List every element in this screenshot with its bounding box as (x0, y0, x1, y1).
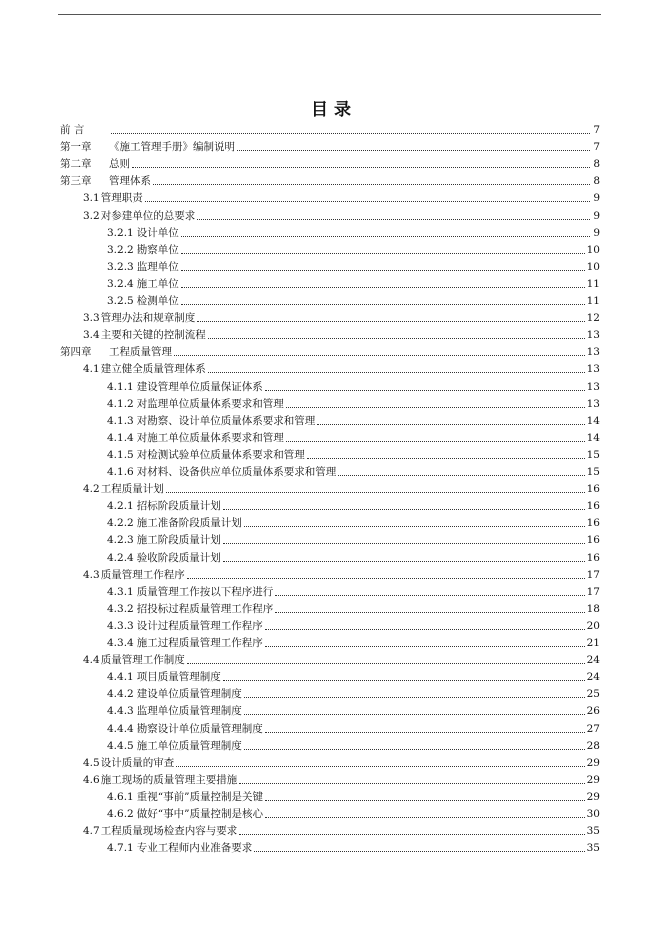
toc-entry-page: 9 (593, 226, 600, 239)
toc-entry-label: 对勘察、设计单位质量体系要求和管理 (136, 414, 316, 427)
toc-entry-number: 4.4 (83, 654, 100, 667)
toc-entry[interactable] (107, 789, 600, 805)
toc-entry-number: 4.3.1 (107, 585, 134, 598)
toc-entry-label: 建立健全质量管理体系 (100, 363, 206, 376)
toc-entry-page: 7 (593, 124, 600, 136)
toc-entry-label: 项目质量管理制度 (136, 671, 221, 684)
toc-leader-dots (237, 150, 590, 151)
toc-entry[interactable] (107, 584, 600, 600)
toc-entry-page: 16 (586, 500, 600, 513)
toc-entry-number: 4.2.1 (107, 500, 134, 513)
toc-entry[interactable] (83, 327, 600, 343)
toc-entry[interactable] (107, 430, 600, 446)
toc-entry-label: 施工单位 (136, 277, 179, 290)
toc-entry[interactable] (60, 139, 600, 155)
toc-entry-page: 20 (586, 619, 600, 632)
toc-leader-dots (244, 697, 585, 698)
toc-leader-dots (265, 646, 585, 647)
toc-entry-number: 4.2.4 (107, 551, 134, 564)
toc-entry-number: 4.4.1 (107, 671, 134, 684)
toc-entry-label: 施工单位质量管理制度 (136, 739, 242, 752)
toc-entry-number: 第三章 (60, 175, 92, 188)
toc-leader-dots (181, 236, 590, 237)
toc-leader-dots (244, 526, 585, 527)
toc-entry-number: 3.2.5 (107, 295, 134, 307)
toc-entry-label: 检测单位 (136, 295, 179, 307)
toc-entry-label: 对材料、设备供应单位质量体系要求和管理 (136, 466, 337, 478)
toc-entry-page: 8 (593, 175, 600, 188)
toc-entry-number: 第一章 (60, 141, 92, 154)
toc-entry[interactable] (107, 703, 600, 719)
toc-entry[interactable] (107, 396, 600, 412)
toc-entry-number: 4.4.5 (107, 739, 134, 752)
toc-entry-page: 7 (593, 141, 600, 154)
toc-entry-page: 11 (586, 277, 600, 290)
toc-entry-label: 对检测试验单位质量体系要求和管理 (136, 448, 305, 461)
toc-entry-number: 4.6 (83, 773, 100, 786)
toc-entry-number: 3.2.1 (107, 226, 134, 239)
toc-entry-label: 工程质量计划 (100, 483, 164, 496)
toc-entry-page: 17 (586, 585, 600, 598)
toc-entry-number: 3.4 (83, 329, 100, 342)
toc-entry[interactable] (107, 669, 600, 685)
toc-entry-number: 3.1 (83, 192, 100, 205)
toc-entry[interactable] (60, 173, 600, 189)
toc-leader-dots (286, 441, 585, 442)
toc-leader-dots (174, 355, 585, 356)
toc-entry-label: 质量管理工作程序 (100, 568, 185, 581)
toc-entry-number: 4.1.6 (107, 466, 134, 478)
toc-leader-dots (254, 851, 584, 852)
toc-entry[interactable] (107, 550, 600, 566)
toc-entry-label: 管理办法和规章制度 (100, 312, 196, 325)
toc-entry-label: 招投标过程质量管理工作程序 (136, 602, 274, 615)
toc-entry-label: 施工现场的质量管理主要措施 (100, 773, 238, 786)
toc-entry-label: 施工过程质量管理工作程序 (136, 637, 263, 649)
toc-entry-number: 3.2.2 (107, 243, 134, 256)
toc-entry-page: 16 (586, 551, 600, 564)
toc-entry[interactable] (107, 293, 600, 309)
toc-entry[interactable] (83, 310, 600, 326)
toc-leader-dots (244, 749, 585, 750)
toc-entry-number: 3.2.4 (107, 277, 134, 290)
toc-leader-dots (181, 270, 585, 271)
toc-leader-dots (307, 458, 585, 459)
toc-entry-number: 4.6.2 (107, 808, 134, 820)
toc-leader-dots (265, 390, 585, 391)
toc-leader-dots (132, 167, 590, 168)
toc-leader-dots (153, 184, 590, 185)
toc-entry-label: 对监理单位质量体系要求和管理 (136, 397, 284, 410)
toc-entry-label: 招标阶段质量计划 (136, 500, 221, 513)
toc-leader-dots (265, 732, 585, 733)
toc-entry[interactable] (83, 361, 600, 377)
toc-entry[interactable] (83, 481, 600, 497)
toc-entry[interactable] (83, 823, 600, 839)
toc-entry[interactable] (107, 840, 600, 856)
toc-entry-page: 29 (586, 756, 600, 769)
toc-leader-dots (265, 800, 585, 801)
toc-entry-label: 验收阶段质量计划 (136, 551, 221, 564)
toc-entry-number: 4.2.2 (107, 517, 134, 530)
toc-entry-page: 16 (586, 534, 600, 547)
toc-entry-number: 4.7.1 (107, 842, 134, 855)
toc-entry[interactable] (83, 567, 600, 583)
toc-entry-page: 16 (586, 517, 600, 530)
toc-entry-label: 设计过程质量管理工作程序 (136, 619, 263, 632)
toc-entry[interactable] (107, 464, 600, 480)
toc-entry[interactable] (60, 156, 600, 172)
toc-entry-number: 3.2 (83, 209, 100, 222)
toc-entry-page: 29 (586, 790, 600, 803)
toc-entry-label: 设计质量的审查 (100, 756, 175, 769)
toc-entry-label: 施工准备阶段质量计划 (136, 517, 242, 530)
toc-title: 目 录 (311, 100, 351, 120)
toc-entry-number: 4.3.2 (107, 602, 134, 615)
toc-entry[interactable] (83, 208, 600, 224)
toc-leader-dots (197, 321, 584, 322)
toc-entry-number: 4.5 (83, 756, 100, 769)
toc-entry-page: 26 (586, 705, 600, 718)
toc-leader-dots (223, 680, 585, 681)
toc-entry-label: 重视“事前”质量控制是关键 (136, 790, 263, 803)
toc-leader-dots (223, 543, 585, 544)
toc-entry-number: 4.3 (83, 568, 100, 581)
toc-entry-label: 建设管理单位质量保证体系 (136, 380, 263, 393)
toc-entry-label: 做好“事中”质量控制是核心 (136, 808, 263, 820)
toc-entry[interactable] (107, 601, 600, 617)
toc-entry-page: 15 (586, 448, 600, 461)
toc-entry-page: 17 (586, 568, 600, 581)
toc-entry[interactable] (107, 635, 600, 651)
toc-entry-label: 管理体系 (109, 175, 151, 188)
toc-entry-label: 工程质量管理 (109, 346, 172, 359)
toc-entry-number: 4.4.2 (107, 688, 134, 701)
toc-entry[interactable] (83, 772, 600, 788)
toc-entry-page: 35 (586, 825, 600, 838)
toc-entry-label: 管理职责 (100, 192, 143, 205)
toc-leader-dots (223, 509, 585, 510)
toc-entry-page: 13 (586, 329, 600, 342)
toc-entry-page: 9 (593, 209, 600, 222)
toc-leader-dots (111, 133, 590, 134)
toc-entry-page: 25 (586, 688, 600, 701)
toc-entry-label: 质量管理工作按以下程序进行 (136, 585, 274, 598)
toc-entry-number: 4.2 (83, 483, 100, 496)
toc-entry-page: 13 (586, 380, 600, 393)
toc-entry[interactable] (60, 344, 600, 360)
toc-leader-dots (208, 372, 585, 373)
toc-leader-dots (275, 612, 584, 613)
toc-entry-page: 8 (593, 158, 600, 171)
toc-entry-number: 3.3 (83, 312, 100, 325)
toc-leader-dots (223, 561, 585, 562)
toc-entry-label: 《施工管理手册》编制说明 (109, 141, 235, 154)
toc-leader-dots (275, 595, 584, 596)
toc-entry-number: 第四章 (60, 346, 92, 359)
toc-entry-page: 13 (586, 346, 600, 359)
toc-entry-label: 监理单位质量管理制度 (136, 705, 242, 718)
toc-entry-number: 4.1.3 (107, 414, 134, 427)
toc-entry-number: 前 言 (60, 124, 85, 136)
toc-entry[interactable] (107, 259, 600, 275)
toc-entry[interactable] (60, 122, 600, 138)
toc-entry[interactable] (107, 413, 600, 429)
toc-entry-number: 第二章 (60, 158, 92, 171)
toc-leader-dots (208, 338, 585, 339)
toc-entry-number: 4.1 (83, 363, 100, 376)
toc-entry-page: 14 (586, 431, 600, 444)
toc-leader-dots (181, 253, 585, 254)
toc-entry[interactable] (83, 652, 600, 668)
toc-entry-page: 35 (586, 842, 600, 855)
toc-entry-number: 4.1.4 (107, 431, 134, 444)
toc-leader-dots (286, 407, 585, 408)
toc-entry[interactable] (107, 532, 600, 548)
toc-entry-number: 4.4.4 (107, 722, 134, 735)
toc-entry[interactable] (107, 738, 600, 754)
toc-entry-label: 主要和关键的控制流程 (100, 329, 206, 342)
toc-leader-dots (317, 424, 584, 425)
toc-entry-label: 设计单位 (136, 226, 179, 239)
toc-entry-number: 4.3.4 (107, 637, 134, 649)
toc-entry-page: 12 (586, 312, 600, 325)
toc-leader-dots (181, 287, 585, 288)
toc-entry-page: 11 (586, 295, 600, 307)
toc-entry-number: 4.3.3 (107, 619, 134, 632)
toc-leader-dots (265, 629, 585, 630)
toc-entry-number: 4.1.1 (107, 380, 134, 393)
toc-entry-number: 4.6.1 (107, 790, 134, 803)
toc-entry-page: 13 (586, 363, 600, 376)
header-rule (58, 14, 601, 15)
toc-entry-label: 总则 (109, 158, 130, 171)
toc-entry-page: 10 (586, 260, 600, 273)
toc-leader-dots (187, 578, 585, 579)
toc-entry[interactable] (107, 242, 600, 258)
toc-entry[interactable] (107, 379, 600, 395)
toc-entry-label: 对施工单位质量体系要求和管理 (136, 431, 284, 444)
toc-entry-label: 工程质量现场检查内容与要求 (100, 825, 238, 838)
toc-entry-page: 9 (593, 192, 600, 205)
toc-entry[interactable] (83, 755, 600, 771)
toc-entry-page: 21 (586, 637, 600, 649)
toc-entry-number: 4.1.2 (107, 397, 134, 410)
toc-entry[interactable] (107, 618, 600, 634)
toc-leader-dots (338, 475, 584, 476)
toc-leader-dots (145, 201, 590, 202)
toc-entry[interactable] (107, 515, 600, 531)
toc-entry-page: 18 (586, 602, 600, 615)
toc-leader-dots (244, 714, 585, 715)
toc-entry[interactable] (107, 276, 600, 292)
toc-entry[interactable] (107, 686, 600, 702)
toc-leader-dots (166, 492, 585, 493)
toc-leader-dots (239, 783, 584, 784)
toc-entry[interactable] (107, 225, 600, 241)
toc-entry-number: 4.1.5 (107, 448, 134, 461)
toc-entry-page: 24 (586, 671, 600, 684)
toc-entry-page: 24 (586, 654, 600, 667)
toc-entry[interactable] (83, 190, 600, 206)
toc-entry-label: 施工阶段质量计划 (136, 534, 221, 547)
toc-entry-label: 专业工程师内业准备要求 (136, 842, 253, 855)
toc-leader-dots (176, 766, 584, 767)
toc-entry-page: 28 (586, 739, 600, 752)
toc-leader-dots (181, 304, 585, 305)
toc-entry-label: 质量管理工作制度 (100, 654, 185, 667)
toc-entry-number: 4.7 (83, 825, 100, 838)
toc-entry-number: 4.4.3 (107, 705, 134, 718)
toc-entry-label: 监理单位 (136, 260, 179, 273)
toc-entry[interactable] (107, 806, 600, 822)
toc-entry-label: 勘察设计单位质量管理制度 (136, 722, 263, 735)
toc-entry[interactable] (107, 721, 600, 737)
toc-entry-page: 15 (586, 466, 600, 478)
toc-entry-label: 勘察单位 (136, 243, 179, 256)
toc-entry-page: 16 (586, 483, 600, 496)
toc-entry[interactable] (107, 447, 600, 463)
toc-leader-dots (239, 834, 584, 835)
toc-entry-page: 30 (586, 808, 600, 820)
toc-entry-page: 27 (586, 722, 600, 735)
toc-entry[interactable] (107, 498, 600, 514)
toc-entry-page: 29 (586, 773, 600, 786)
toc-entry-page: 13 (586, 397, 600, 410)
toc-entry-label: 对参建单位的总要求 (100, 209, 196, 222)
toc-entry-page: 14 (586, 414, 600, 427)
toc-leader-dots (197, 219, 590, 220)
toc-entry-label: 建设单位质量管理制度 (136, 688, 242, 701)
toc-leader-dots (265, 817, 585, 818)
toc-entry-page: 10 (586, 243, 600, 256)
toc-leader-dots (187, 663, 585, 664)
toc-entry-number: 4.2.3 (107, 534, 134, 547)
toc-entry-number: 3.2.3 (107, 260, 134, 273)
